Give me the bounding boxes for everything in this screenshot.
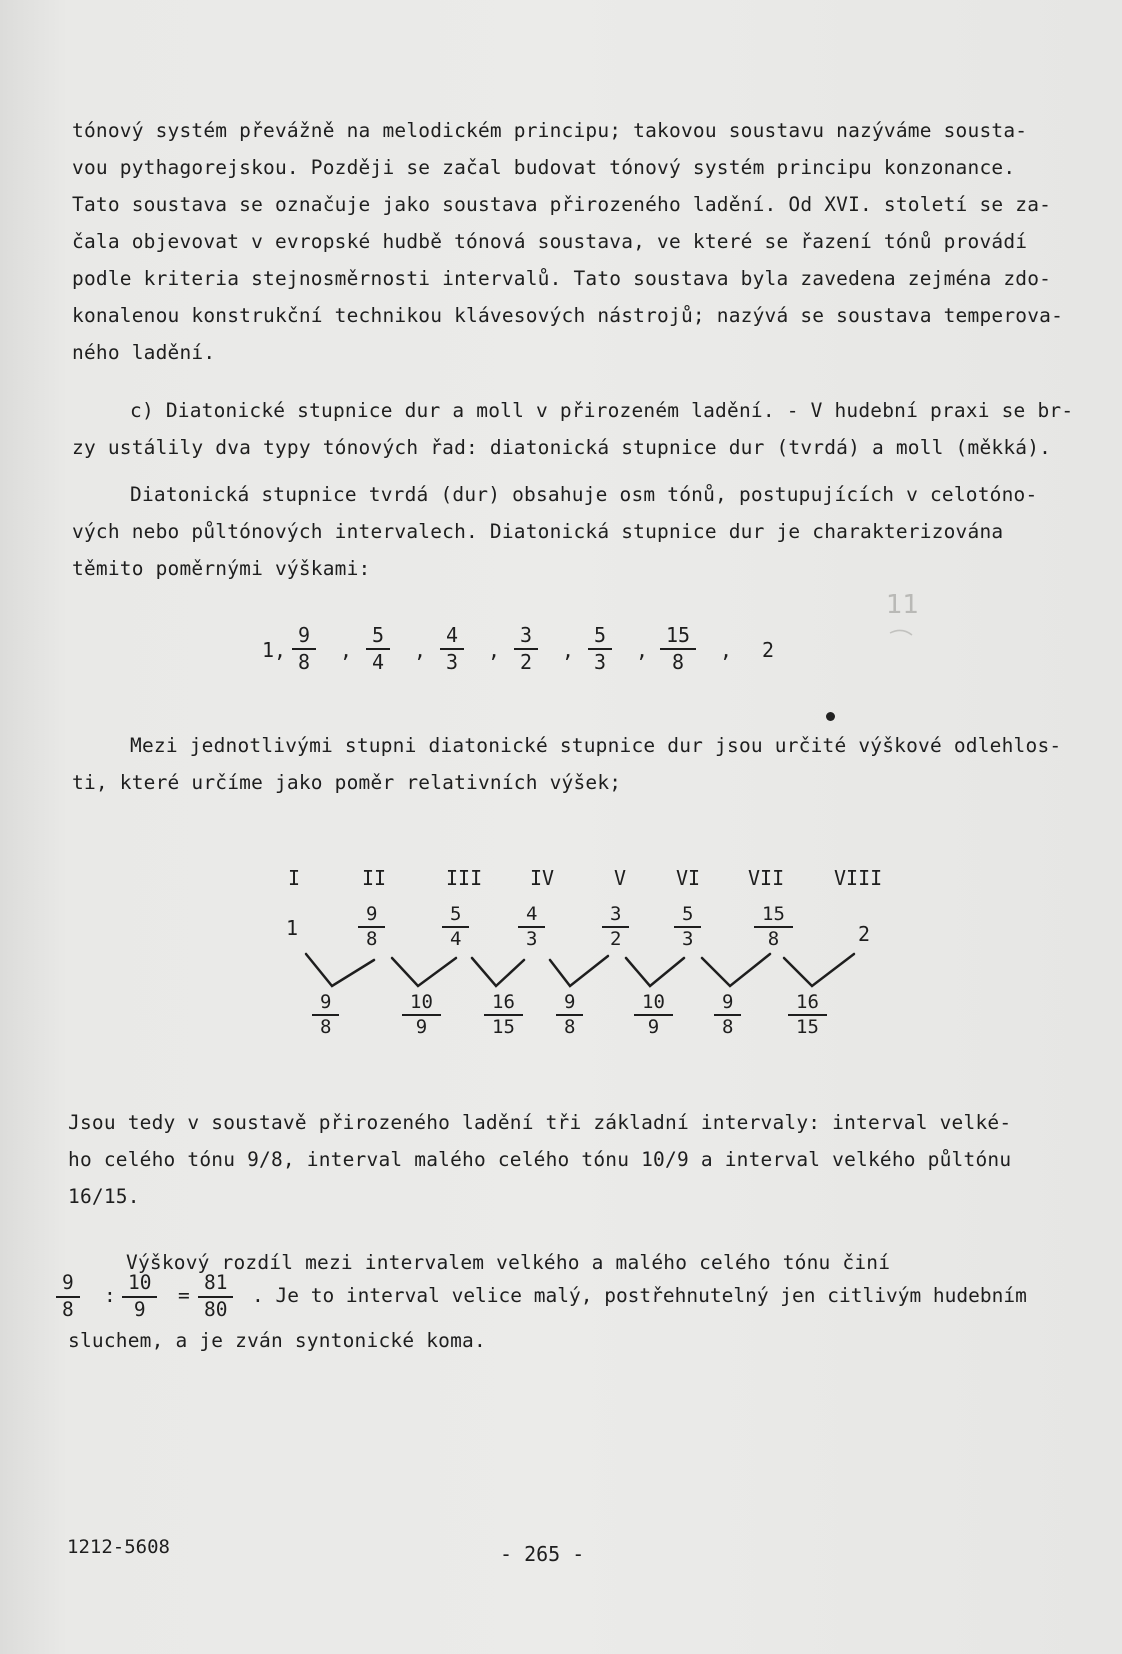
text-line: vých nebo půltónových intervalech. Diatonická stupnice dur je charakterizována bbox=[72, 520, 1004, 543]
ratio-separator: , bbox=[488, 638, 501, 662]
document-code: 1212-5608 bbox=[67, 1536, 170, 1558]
ratio-separator: , bbox=[720, 638, 733, 662]
ratio-fraction: $\frac{15}{8}$ bbox=[660, 624, 696, 674]
ratio-separator: , bbox=[340, 638, 353, 662]
paragraph-intervals-intro bbox=[72, 727, 1072, 801]
interval-line bbox=[550, 956, 608, 986]
ratio-fraction: $\frac{5}{4}$ bbox=[366, 624, 390, 674]
text-line: Jsou tedy v soustavě přirozeného ladění tři základní intervaly: interval velké- bbox=[68, 1111, 1012, 1134]
page-number: - 265 - bbox=[500, 1542, 585, 1566]
degree-label: III bbox=[446, 866, 483, 890]
ratio-separator: , bbox=[414, 638, 427, 662]
pencil-annotation bbox=[880, 585, 940, 655]
lower-interval: $\frac{9}{8}$ bbox=[312, 992, 339, 1038]
ratio-fraction: $\frac{4}{3}$ bbox=[440, 624, 464, 674]
lower-interval: $\frac{9}{8}$ bbox=[714, 992, 741, 1038]
text-line: sluchem, a je zván syntonické koma. bbox=[68, 1329, 486, 1352]
comma-fraction: $\frac{81}{80}$ bbox=[198, 1272, 233, 1322]
text-line: . Je to interval velice malý, postřehnutelný jen citlivým hudebním bbox=[252, 1284, 1027, 1307]
interval-line bbox=[306, 954, 374, 986]
text-line: podle kriteria stejnosměrnosti intervalů. Tato soustava byla zavedena zejména zdo- bbox=[72, 267, 1052, 290]
lower-interval: $\frac{16}{15}$ bbox=[788, 992, 827, 1038]
interval-line bbox=[392, 958, 456, 986]
text-line: vou pythagorejskou. Později se začal budovat tónový systém principu konzonance. bbox=[72, 156, 1016, 179]
upper-ratio: $\frac{4}{3}$ bbox=[518, 904, 545, 950]
section-heading-line: c) Diatonické stupnice dur a moll v přirozeném ladění. - V hudební praxi se br- bbox=[130, 399, 1074, 422]
text-line: Výškový rozdíl mezi intervalem velkého a malého celého tónu činí bbox=[126, 1251, 891, 1274]
text-line: ti, které určíme jako poměr relativních výšek; bbox=[72, 771, 622, 794]
degree-label: IV bbox=[530, 866, 555, 890]
text-line: zy ustálily dva typy tónových řad: diatonická stupnice dur (tvrdá) a moll (měkká). bbox=[72, 436, 1052, 459]
paragraph-syntonic-comma-end bbox=[68, 1322, 1068, 1359]
comma-operator: : bbox=[104, 1284, 116, 1307]
lower-interval: $\frac{10}{9}$ bbox=[634, 992, 673, 1038]
ratio-separator: , bbox=[636, 638, 649, 662]
paragraph-major-scale bbox=[72, 476, 1072, 587]
interval-line bbox=[702, 954, 770, 986]
comma-operator: = bbox=[178, 1284, 190, 1307]
ink-dot bbox=[826, 712, 835, 721]
upper-ratio: $\frac{3}{2}$ bbox=[602, 904, 629, 950]
ratio-last: 2 bbox=[762, 638, 775, 662]
interval-line bbox=[784, 954, 854, 986]
degree-label: II bbox=[362, 866, 387, 890]
degree-label: VII bbox=[748, 866, 785, 890]
lower-interval: $\frac{9}{8}$ bbox=[556, 992, 583, 1038]
degree-label: V bbox=[614, 866, 627, 890]
text-line: Diatonická stupnice tvrdá (dur) obsahuje osm tónů, postupujících v celotóno- bbox=[130, 483, 1038, 506]
text-line: 16/15. bbox=[68, 1185, 140, 1208]
text-line: ho celého tónu 9/8, interval malého celého tónu 10/9 a interval velkého půltónu bbox=[68, 1148, 1012, 1171]
upper-ratio-first: 1 bbox=[286, 916, 299, 940]
lower-interval: $\frac{10}{9}$ bbox=[402, 992, 441, 1038]
interval-line bbox=[626, 958, 684, 986]
text-line: Mezi jednotlivými stupni diatonické stupnice dur jsou určité výškové odlehlos- bbox=[130, 734, 1062, 757]
text-line: ného ladění. bbox=[72, 341, 216, 364]
text-line: čala objevovat v evropské hudbě tónová soustava, ve které se řazení tónů provádí bbox=[72, 230, 1028, 253]
upper-ratio: $\frac{5}{3}$ bbox=[674, 904, 701, 950]
upper-ratio: $\frac{5}{4}$ bbox=[442, 904, 469, 950]
comma-fraction: $\frac{9}{8}$ bbox=[56, 1272, 80, 1322]
degree-label: VIII bbox=[834, 866, 883, 890]
paragraph-diatonic-heading bbox=[72, 392, 1072, 466]
degree-label: I bbox=[288, 866, 301, 890]
text-line: konalenou konstrukční technikou klávesových nástrojů; nazývá se soustava temperova- bbox=[72, 304, 1064, 327]
paragraph-tone-systems bbox=[72, 112, 1072, 371]
interval-line bbox=[472, 958, 524, 986]
ratio-first: 1, bbox=[262, 638, 287, 662]
ratio-separator: , bbox=[562, 638, 575, 662]
upper-ratio-last: 2 bbox=[858, 922, 871, 946]
comma-fraction: $\frac{10}{9}$ bbox=[122, 1272, 157, 1322]
ratio-fraction: $\frac{9}{8}$ bbox=[292, 624, 316, 674]
upper-ratio: $\frac{9}{8}$ bbox=[358, 904, 385, 950]
svg-text:11: 11 bbox=[886, 590, 920, 620]
text-line: těmito poměrnými výškami: bbox=[72, 557, 371, 580]
ratio-fraction: $\frac{5}{3}$ bbox=[588, 624, 612, 674]
text-line: tónový systém převážně na melodickém principu; takovou soustavu nazýváme sousta- bbox=[72, 119, 1028, 142]
ratio-fraction: $\frac{3}{2}$ bbox=[514, 624, 538, 674]
comma-equation-line bbox=[56, 1272, 1066, 1322]
upper-ratio: $\frac{15}{8}$ bbox=[754, 904, 793, 950]
text-line: Tato soustava se označuje jako soustava přirozeného ladění. Od XVI. století se za- bbox=[72, 193, 1052, 216]
degree-label: VI bbox=[676, 866, 701, 890]
paragraph-basic-intervals bbox=[68, 1104, 1068, 1215]
lower-interval: $\frac{16}{15}$ bbox=[484, 992, 523, 1038]
